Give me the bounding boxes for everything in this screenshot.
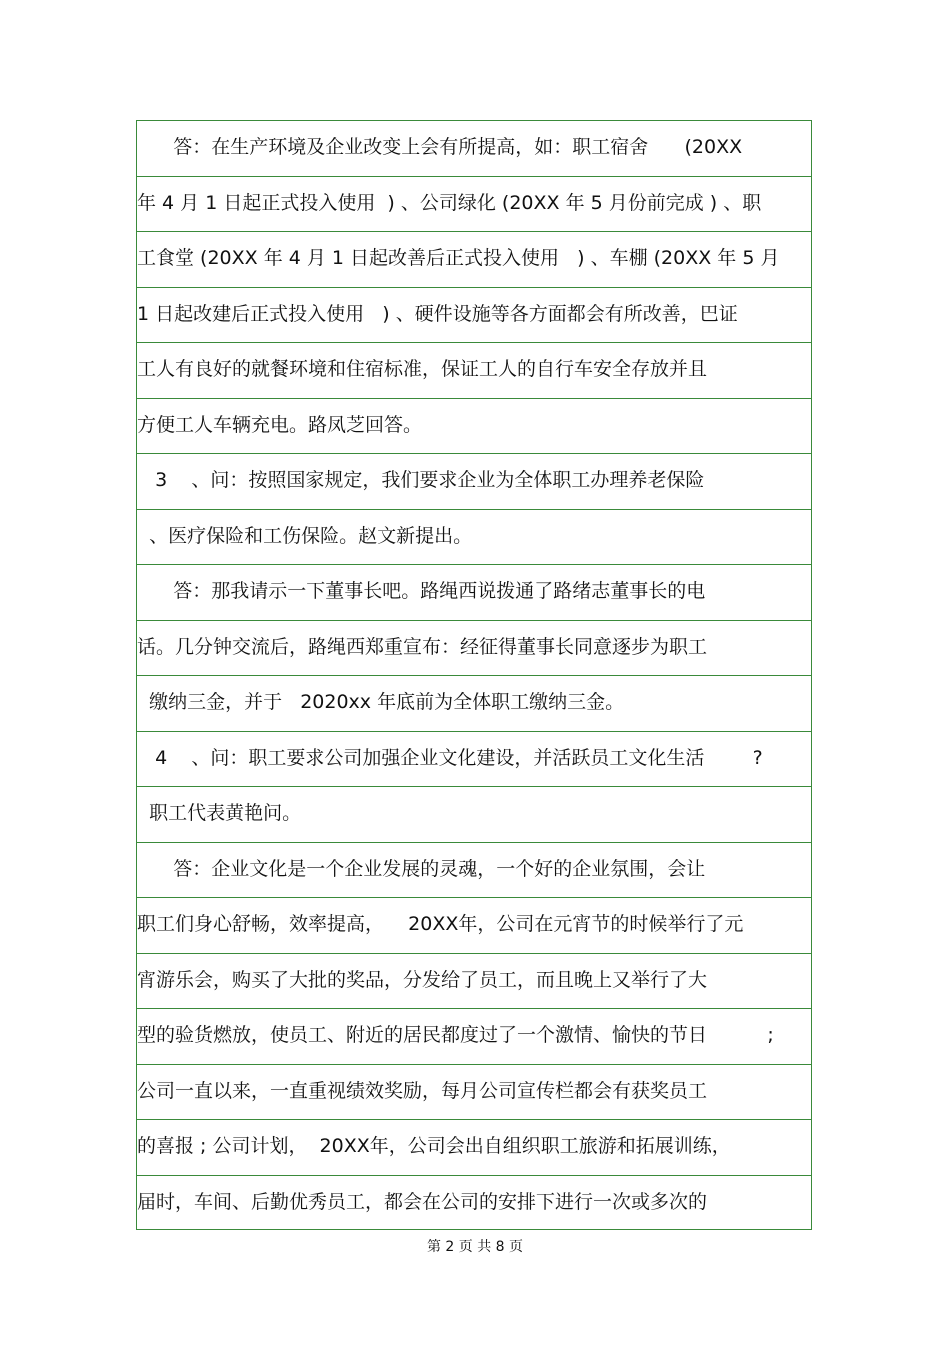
text-row <box>137 787 811 843</box>
text-line: 工人有良好的就餐环境和住宿标准，保证工人的自行车安全存放并且 <box>137 358 708 380</box>
text-line: 届时，车间、后勤优秀员工，都会在公司的安排下进行一次或多次的 <box>137 1190 708 1213</box>
text-line: 方便工人车辆充电。路凤芝回答。 <box>137 413 423 436</box>
text-row <box>137 898 811 954</box>
text-line: 答：企业文化是一个企业发展的灵魂，一个好的企业氛围，会让 <box>137 857 706 880</box>
text-row <box>137 1120 811 1176</box>
text-row <box>137 1065 811 1121</box>
text-line: 缴纳三金，并于 2020xx 年底前为全体职工缴纳三金。 <box>137 691 625 713</box>
text-line: 年 4 月 1 日起正式投入使用 ) 、公司绿化 (20XX 年 5 月份前完成 ) 、职 <box>137 191 762 214</box>
text-row <box>137 954 811 1010</box>
text-line: 型的验货燃放，使员工、附近的居民都度过了一个激情、愉快的节日 ; <box>137 1024 774 1046</box>
text-line: 职工代表黄艳问。 <box>137 802 302 824</box>
document-body <box>136 120 812 1230</box>
text-row <box>137 232 811 288</box>
text-row <box>137 343 811 399</box>
text-row <box>137 732 811 788</box>
text-row <box>137 621 811 677</box>
text-row <box>137 843 811 899</box>
text-line: 宵游乐会，购买了大批的奖品，分发给了员工，而且晚上又举行了大 <box>137 968 708 991</box>
text-row <box>137 565 811 621</box>
text-row <box>137 676 811 732</box>
text-line: 4 、问：职工要求公司加强企业文化建设，并活跃员工文化生活 ? <box>137 746 763 769</box>
text-row <box>137 510 811 566</box>
text-row <box>137 288 811 344</box>
text-row <box>137 121 811 177</box>
text-line: 答：在生产环境及企业改变上会有所提高，如：职工宿舍 (20XX <box>137 136 743 158</box>
text-row <box>137 454 811 510</box>
text-line: 、医疗保险和工伤保险。赵文新提出。 <box>137 524 473 547</box>
text-line: 1 日起改建后正式投入使用 ) 、硬件设施等各方面都会有所改善，巴证 <box>137 302 738 325</box>
text-line: 的喜报 ; 公司计划， 20XX年，公司会出自组织职工旅游和拓展训练， <box>137 1135 731 1157</box>
text-line: 话。几分钟交流后，路绳西郑重宣布：经征得董事长同意逐步为职工 <box>137 635 708 658</box>
text-line: 答：那我请示一下董事长吧。路绳西说拨通了路绪志董事长的电 <box>137 580 706 602</box>
page-number: 第 2 页 共 8 页 <box>426 1239 524 1255</box>
text-row <box>137 399 811 455</box>
text-line: 职工们身心舒畅，效率提高， 20XX年，公司在元宵节的时候举行了元 <box>137 913 744 935</box>
text-line: 公司一直以来，一直重视绩效奖励，每月公司宣传栏都会有获奖员工 <box>137 1079 708 1102</box>
text-row <box>137 177 811 233</box>
text-line: 工食堂 (20XX 年 4 月 1 日起改善后正式投入使用 ) 、车棚 (20XX 年 5 月 <box>137 247 780 269</box>
text-row <box>137 1176 811 1232</box>
text-row <box>137 1009 811 1065</box>
text-line: 3 、问：按照国家规定，我们要求企业为全体职工办理养老保险 <box>137 469 705 491</box>
